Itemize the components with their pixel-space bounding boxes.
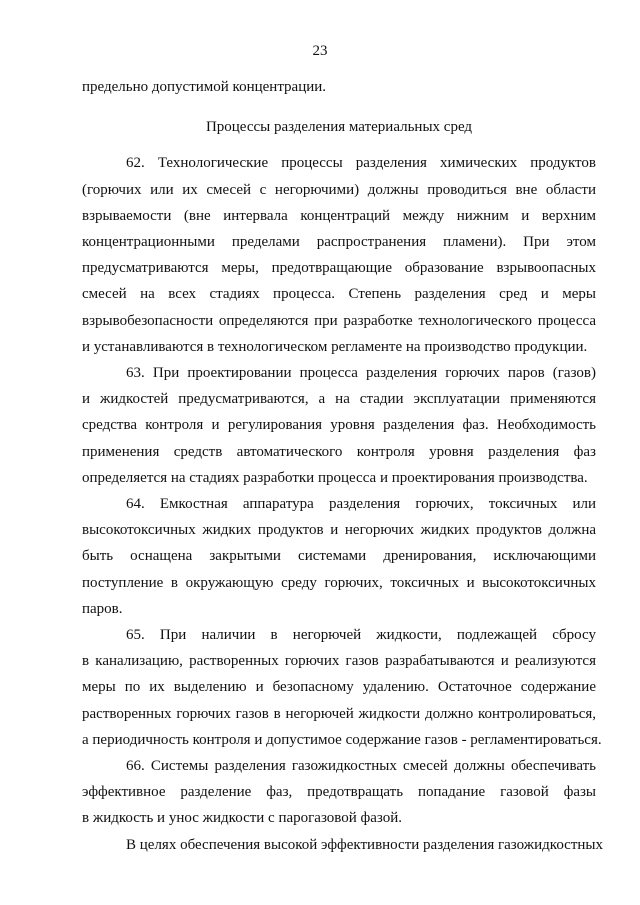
text-line: определяется на стадиях разработки процесса и проектирования производства. — [82, 469, 588, 486]
text-line: и жидкостей предусматриваются, а на стадии эксплуатации применяются — [82, 391, 596, 408]
text-line: быть оснащена закрытыми системами дренирования, исключающими — [82, 548, 596, 565]
text-line: средства контроля и регулирования уровня разделения фаз. Необходимость — [82, 417, 596, 434]
text-line: 64. Емкостная аппаратура разделения горючих, токсичных или — [126, 496, 596, 513]
paragraphs — [82, 150, 604, 857]
text-line: и устанавливаются в технологическом регламенте на производство продукции. — [82, 338, 588, 355]
section-heading: Процессы разделения материальных сред — [205, 119, 473, 136]
paragraph — [82, 622, 602, 753]
text-line: (горючих или их смесей с негорючими) должны проводиться вне области — [82, 181, 596, 198]
text-line: меры по их выделению и безопасному удалению. Остаточное содержание — [82, 679, 596, 696]
paragraph — [82, 832, 604, 858]
text-line: смесей на всех стадиях процесса. Степень разделения сред и меры — [82, 286, 596, 303]
text-line: а периодичность контроля и допустимое содержание газов - регламентироваться. — [82, 731, 602, 748]
text-line: взрываемости (вне интервала концентраций между нижним и верхним — [82, 207, 596, 224]
text-line: эффективное разделение фаз, предотвращать попадание газовой фазы — [82, 784, 596, 801]
paragraph — [82, 491, 596, 622]
text-line: 63. При проектировании процесса разделения горючих паров (газов) — [126, 365, 596, 382]
text-line: растворенных горючих газов в негорючей жидкости должно контролироваться, — [82, 705, 596, 722]
intro-line: предельно допустимой концентрации. — [82, 79, 327, 95]
document-body — [82, 74, 604, 858]
text-line: 62. Технологические процессы разделения химических продуктов — [126, 155, 596, 172]
page-number: 23 — [312, 43, 328, 59]
paragraph — [82, 360, 596, 491]
text-line: поступление в окружающую среду горючих, токсичных и высокотоксичных — [82, 574, 596, 591]
text-line: в жидкость и унос жидкости с парогазовой фазой. — [82, 810, 403, 827]
text-line: взрывобезопасности определяются при разработке технологического процесса — [82, 312, 596, 329]
text-line: высокотоксичных жидких продуктов и негорючих жидких продуктов должна — [82, 522, 596, 539]
text-line: паров. — [82, 600, 123, 617]
paragraph — [82, 753, 596, 832]
text-line: предусматриваются меры, предотвращающие образование взрывоопасных — [82, 260, 596, 277]
text-line: 65. При наличии в негорючей жидкости, подлежащей сбросу — [126, 627, 596, 644]
text-line: В целях обеспечения высокой эффективности разделения газожидкостных — [126, 836, 604, 853]
text-line: концентрационными пределами распространения пламени). При этом — [82, 234, 596, 251]
paragraph — [82, 150, 596, 360]
text-line: 66. Системы разделения газожидкостных смесей должны обеспечивать — [126, 758, 596, 775]
text-line: применения средств автоматического контроля уровня разделения фаз — [82, 443, 596, 460]
text-line: в канализацию, растворенных горючих газов разрабатываются и реализуются — [82, 653, 596, 670]
